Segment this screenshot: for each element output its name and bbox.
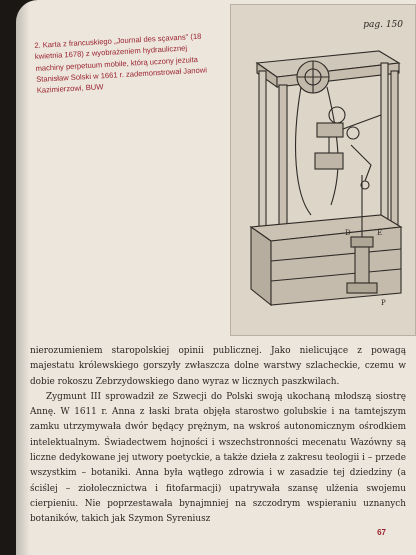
book-page	[16, 0, 416, 555]
paragraph-2: Zygmunt III sprowadził ze Szwecji do Polski swoją ukochaną młodszą siostrę Annę. W 1611 r. Anna z łaski brata objęła starostwo golubskie i na tamtejszym zamku utrzymywała dwór będący prężnym, na wskroś autonomicznym ośrodkiem intelektualnym. Świadectwem hojności i wszechstronności mecenatu Wazówny są liczne dedykowane jej utwory poetyckie, a także dzieła z zakresu teologii i – przede wszystkim – botaniki. Anna była wątłego zdrowia i w zasadzie tej dziedziny (a ściślej – ziołolecznictwa i fitofarmacji) upatrywała szansę ulżenia swojemu cierpieniu. Nie poprzestawała bynajmniej na szczodrym wspieraniu uznanych botaników, takich jak Szymon Syreniusz	[30, 391, 406, 525]
plate-page-label: pag. 150	[363, 20, 403, 30]
body-text	[30, 344, 406, 528]
page-gutter-shadow	[16, 0, 30, 555]
page-number: 67	[377, 528, 386, 537]
perpetuum-mobile-engraving	[231, 5, 415, 335]
plate-letter-e: E	[377, 229, 383, 237]
plate-letter-p: P	[381, 299, 386, 307]
plate-letter-d: D	[345, 229, 351, 237]
figure-caption: 2. Karta z francuskiego „Journal des sçavans" (18 kwietnia 1678) z wyobrażeniem hydraulicznej machiny perpetuum mobile, którą uczony jezuita Stanisław Solski w 1661 r. zademonstrował Janowi Kazimierzowi, BUW	[34, 31, 208, 96]
engraving-plate	[230, 4, 416, 336]
paragraph-1: nierozumieniem staropolskiej opinii publicznej. Jako nielicujące z powagą majestatu królewskiego gorszyły zwłaszcza dolne warstwy szlacheckie, czemu w dobie rokoszu Zebrzydowskiego dano wyraz w licznych paszkwilach.	[30, 346, 406, 387]
